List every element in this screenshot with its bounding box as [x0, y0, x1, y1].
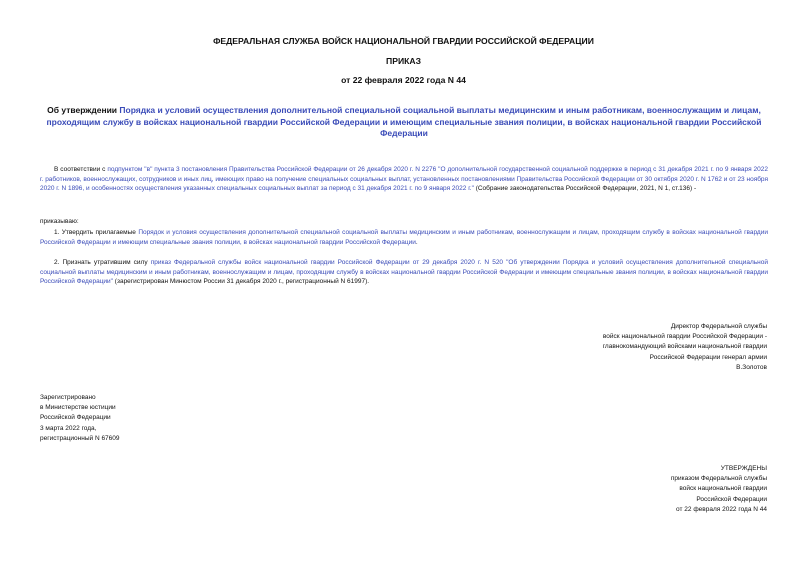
signature-block	[547, 322, 767, 373]
registration-line: 3 марта 2022 года,	[40, 424, 97, 432]
title-link[interactable]: Порядка и условий осуществления дополнительной специальной социальной выплаты медицинским и иным работникам, военнослужащим и лицам, проходящим службу в войсках национальной гвардии Российской Федерации и имеющим специальные звания полиции, в войсках национальной гвардии Российской Федерации	[46, 105, 762, 138]
item-1-end: .	[415, 238, 418, 246]
title-prefix: Об утверждении	[47, 105, 120, 115]
item-2-paragraph	[40, 258, 768, 287]
registration-line: регистрационный N 67609	[40, 434, 120, 442]
preamble-paragraph	[40, 165, 768, 194]
item-1-paragraph	[40, 228, 768, 247]
item-2-end: (зарегистрирован Минюстом России 31 декабря 2020 г., регистрационный N 61997).	[113, 278, 370, 286]
item-2-text: 2. Признать утратившим силу	[54, 259, 151, 266]
signature-line: В.Золотов	[736, 363, 767, 371]
preamble-link[interactable]: подпунктом "в" пункта 3 постановления Правительства Российской Федерации от 26 декабря 2020 г. N 2276 "О дополнительной государственной социальной поддержке в период с 31 декабря 2021 г. по 9 января 2022 г. работников, военнослужащих, сотрудников и иных лиц, имеющих право на получение специальных социальных выплат, установленных постановлениями Правительства Российской Федерации от 30 октября 2020 г. N 1762 и от 23 ноября 2020 г. N 1896, и особенностях осуществления указанных специальных социальных выплат за период с 31 декабря 2021 г. по 9 января 2022 г."	[40, 166, 768, 193]
approval-line: приказом Федеральной службы	[670, 475, 767, 483]
agency-name: ФЕДЕРАЛЬНАЯ СЛУЖБА ВОЙСК НАЦИОНАЛЬНОЙ ГВАРДИИ РОССИЙСКОЙ ФЕДЕРАЦИИ	[213, 36, 594, 46]
item-2-link[interactable]: приказ Федеральной службы войск национальной гвардии Российской Федерации от 29 декабря 2020 г. N 520 "Об утверждении Порядка и условий осуществления дополнительной специальной социальной выплаты медицинским и иным работникам, военнослужащим и лицам, проходящим службу в войсках национальной гвардии Российской Федерации и имеющим специальные звания полиции, в войсках национальной гвардии Российской Федерации"	[40, 259, 768, 286]
order-word: приказываю:	[40, 218, 79, 225]
document-type: ПРИКАЗ	[386, 56, 421, 66]
signature-line: главнокомандующий войсками национальной гвардии	[602, 343, 767, 351]
document-title	[40, 105, 768, 140]
approval-line: от 22 февраля 2022 года N 44	[676, 505, 767, 513]
document-date-number: от 22 февраля 2022 года N 44	[341, 75, 466, 85]
signature-line: Директор Федеральной службы	[670, 323, 767, 330]
approval-line: войск национальной гвардии	[679, 485, 767, 493]
registration-line: Зарегистрировано	[40, 394, 96, 401]
signature-line: войск национальной гвардии Российской Федерации -	[602, 333, 767, 341]
item-1-link[interactable]: Порядок и условия осуществления дополнительной специальной социальной выплаты медицинским и иным работникам, военнослужащим и лицам, проходящим службу в войсках национальной гвардии Российской Федерации и имеющим специальные звания полиции, в войсках национальной гвардии Российской Федерации	[40, 229, 768, 246]
approval-line: Российской Федерации	[696, 495, 767, 503]
registration-block	[40, 393, 120, 444]
signature-line: Российской Федерации генерал армии	[649, 353, 767, 361]
approval-block	[547, 464, 767, 515]
preamble-text-1: В соответствии с	[54, 166, 108, 173]
preamble-text-2: (Собрание законодательства Российской Федерации, 2021, N 1, ст.136) -	[473, 185, 697, 193]
item-1-text: 1. Утвердить прилагаемые	[54, 229, 139, 236]
approval-line: УТВЕРЖДЕНЫ	[720, 465, 767, 472]
registration-line: в Министерстве юстиции	[40, 404, 116, 412]
registration-line: Российской Федерации	[40, 414, 111, 422]
